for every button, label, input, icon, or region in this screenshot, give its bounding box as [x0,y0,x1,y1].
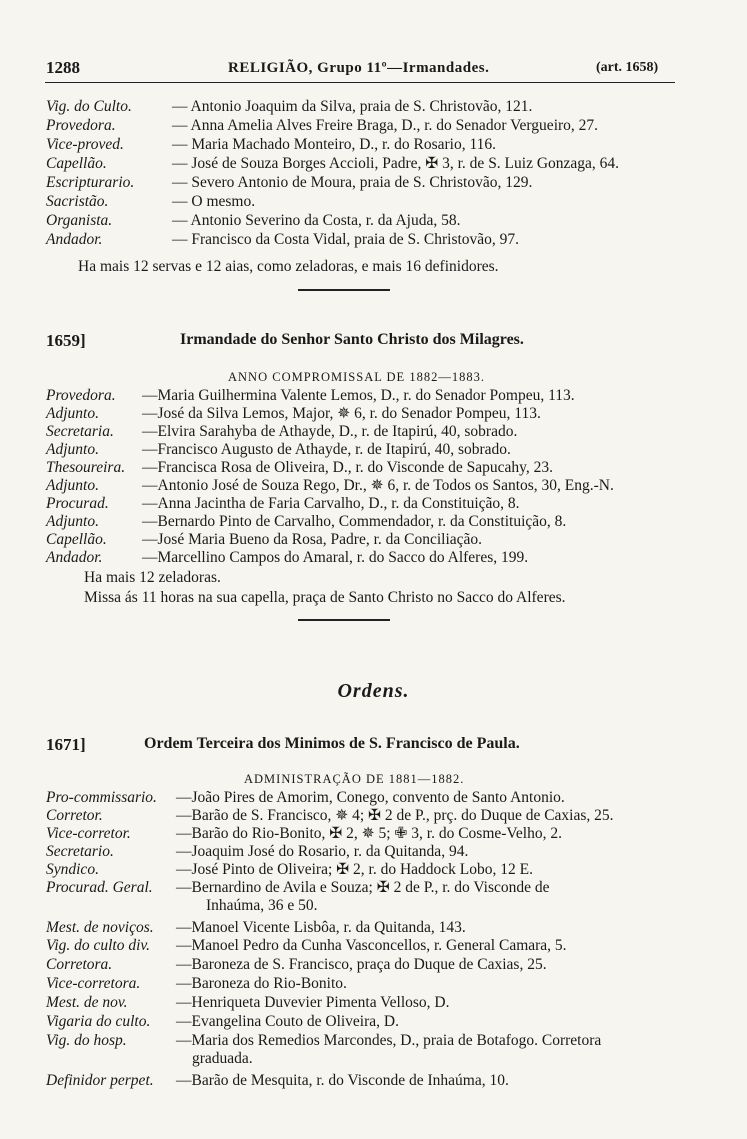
entry-role: Definidor perpet. [46,1072,154,1089]
entry-continuation: graduada. [192,1050,253,1067]
entry-text: —Francisco Augusto de Athayde, r. de Itapirú, 40, sobrado. [142,441,511,458]
entry-role: Thesoureira. [46,459,126,476]
entry-text: —Manoel Pedro da Cunha Vasconcellos, r. General Camara, 5. [176,937,567,954]
entry-row [46,843,468,861]
entry-row [46,1013,399,1031]
entry-row [46,387,575,405]
page-number: 1288 [46,58,80,77]
entry-text: —João Pires de Amorim, Conego, convento de Santo Antonio. [176,789,565,806]
entry-text: —Henriqueta Duvevier Pimenta Velloso, D. [176,994,450,1011]
entry-role: Pro-commissario. [46,789,157,806]
entry-text: — Antonio Severino da Costa, r. da Ajuda, 58. [172,212,461,229]
running-title: RELIGIÃO, Grupo 11º—Irmandades. [228,60,490,76]
entry-text: —Maria dos Remedios Marcondes, D., praia de Botafogo. Corretora [176,1032,602,1049]
entry-row [46,531,482,549]
section-separator [298,619,390,621]
entry-text: — O mesmo. [172,193,256,210]
section-1659-note: Missa ás 11 horas na sua capella, praça de Santo Christo no Sacco do Alferes. [84,589,566,606]
entry-row [46,1032,601,1050]
entry-row [46,174,532,192]
entry-row [46,861,533,879]
entry-row [46,549,528,567]
entry-role: Adjunto. [46,441,99,458]
entry-role: Escripturario. [46,174,135,191]
entry-text: —Francisca Rosa de Oliveira, D., r. do Visconde de Sapucahy, 23. [142,459,554,476]
entry-text: —Antonio José de Souza Rego, Dr., ✵ 6, r. de Todos os Santos, 30, Eng.-N. [142,477,614,494]
entry-role: Mest. de noviços. [46,919,154,936]
entry-text: — Maria Machado Monteiro, D., r. do Rosario, 116. [172,136,497,153]
entry-text: —Barão do Rio-Bonito, ✠ 2, ✵ 5; ✙ 3, r. do Cosme-Velho, 2. [176,825,562,842]
entry-row [46,807,614,825]
section-1659-subheading: ANNO COMPROMISSAL DE 1882—1883. [228,370,485,384]
entry-row [46,136,496,154]
entry-role: Organista. [46,212,113,229]
entry-text: — Anna Amelia Alves Freire Braga, D., r. do Senador Vergueiro, 27. [172,117,599,134]
entry-row [46,459,553,477]
entry-text: —Maria Guilhermina Valente Lemos, D., r. do Senador Pompeu, 113. [142,387,575,404]
header-rule [45,82,675,83]
entry-role: Mest. de nov. [46,994,128,1011]
entry-text: —José Maria Bueno da Rosa, Padre, r. da Conciliação. [142,531,483,548]
entry-text: —Marcellino Campos do Amaral, r. do Sacco do Alferes, 199. [142,549,529,566]
entry-continuation: Inhaúma, 36 e 50. [206,897,318,914]
entry-text: —Bernardino de Avila e Souza; ✠ 2 de P., r. do Visconde de [176,879,550,896]
entry-row [46,1072,509,1090]
entry-text: —Manoel Vicente Lisbôa, r. da Quitanda, 143. [176,919,466,936]
entry-role: Vig. do hosp. [46,1032,127,1049]
entry-row [46,956,547,974]
entry-text: —Bernardo Pinto de Carvalho, Commendador, r. da Constituição, 8. [142,513,567,530]
entry-text: —Baroneza de S. Francisco, praça do Duque de Caxias, 25. [176,956,547,973]
article-reference: (art. 1658) [596,60,659,75]
entry-text: — Antonio Joaquim da Silva, praia de S. Christovão, 121. [172,98,533,115]
section-1659-note: Ha mais 12 zeladoras. [84,569,221,586]
entry-text: —Baroneza do Rio-Bonito. [176,975,347,992]
entry-role: Capellão. [46,155,107,172]
entry-row [46,98,532,116]
entry-role: Corretor. [46,807,103,824]
entry-text: —Anna Jacintha de Faria Carvalho, D., r. da Constituição, 8. [142,495,520,512]
entry-role: Procurad. [46,495,109,512]
entry-row [46,919,466,937]
entry-role: Corretora. [46,956,113,973]
entry-text: — Francisco da Costa Vidal, praia de S. Christovão, 97. [172,231,520,248]
entry-role: Adjunto. [46,477,99,494]
section-separator [298,289,390,291]
entry-row [46,193,255,211]
entry-row [46,231,519,249]
section-1658-note: Ha mais 12 servas e 12 aias, como zeladoras, e mais 16 definidores. [78,258,499,275]
entry-row [46,879,550,897]
entry-role: Syndico. [46,861,99,878]
entry-role: Procurad. Geral. [46,879,153,896]
entry-row [46,155,619,173]
entry-text: — José de Souza Borges Accioli, Padre, ✠ 3, r. de S. Luiz Gonzaga, 64. [172,155,620,172]
entry-role: Adjunto. [46,405,99,422]
entry-role: Vice-corretora. [46,975,141,992]
entry-row [46,975,347,993]
entry-row [46,994,450,1012]
entry-role: Vigaria do culto. [46,1013,151,1030]
entry-role: Vice-corretor. [46,825,131,842]
entry-role: Andador. [46,549,103,566]
entry-role: Vice-proved. [46,136,124,153]
section-1659-title: Irmandade do Senhor Santo Christo dos Milagres. [180,331,524,348]
entry-text: —José Pinto de Oliveira; ✠ 2, r. do Haddock Lobo, 12 E. [176,861,533,878]
entry-role: Vig. do culto div. [46,937,151,954]
section-1671-subheading: ADMINISTRAÇÃO DE 1881—1882. [244,772,465,786]
entry-role: Secretaria. [46,423,114,440]
ordens-heading: Ordens. [337,680,410,702]
entry-role: Provedora. [46,387,116,404]
entry-row [46,937,567,955]
entry-row [46,825,562,843]
entry-role: Sacristão. [46,193,109,210]
entry-row [46,441,511,459]
entry-role: Adjunto. [46,513,99,530]
entry-role: Vig. do Culto. [46,98,132,115]
entry-text: —Barão de Mesquita, r. do Visconde de Inhaúma, 10. [176,1072,509,1089]
entry-text: —Evangelina Couto de Oliveira, D. [176,1013,399,1030]
entry-row [46,789,565,807]
entry-row [46,477,614,495]
entry-text: — Severo Antonio de Moura, praia de S. Christovão, 129. [172,174,533,191]
entry-row [46,513,566,531]
entry-text: —Elvira Sarahyba de Athayde, D., r. de Itapirú, 40, sobrado. [142,423,518,440]
section-1659-number: 1659] [46,331,86,350]
entry-text: —Joaquim José do Rosario, r. da Quitanda, 94. [176,843,469,860]
entry-row [46,423,517,441]
entry-row [46,495,520,513]
entry-role: Provedora. [46,117,116,134]
entry-role: Andador. [46,231,103,248]
section-1671-number: 1671] [46,735,86,754]
entry-text: —José da Silva Lemos, Major, ✵ 6, r. do Senador Pompeu, 113. [142,405,541,422]
entry-text: —Barão de S. Francisco, ✵ 4; ✠ 2 de P., prç. do Duque de Caxias, 25. [176,807,614,824]
entry-role: Secretario. [46,843,114,860]
entry-row [46,405,541,423]
entry-row [46,117,598,135]
entry-role: Capellão. [46,531,107,548]
entry-row [46,212,460,230]
section-1671-title: Ordem Terceira dos Minimos de S. Francisco de Paula. [144,735,520,752]
